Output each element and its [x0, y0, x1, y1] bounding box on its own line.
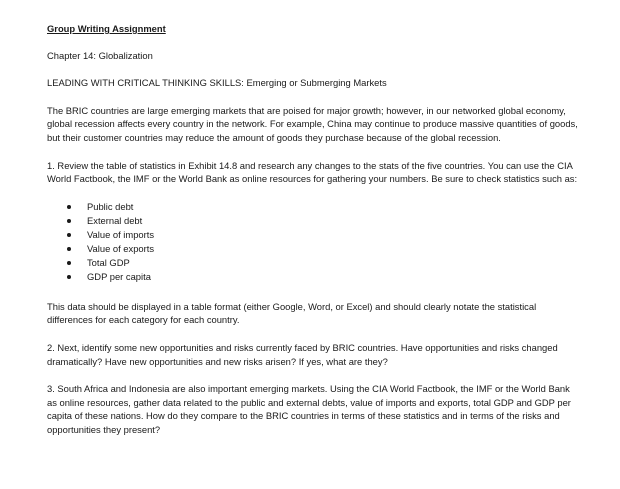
bullet-icon	[67, 233, 71, 237]
bullet-icon	[67, 261, 71, 265]
bullet-icon	[67, 205, 71, 209]
bullet-icon	[67, 219, 71, 223]
list-item: GDP per capita	[47, 270, 582, 284]
list-item: Value of exports	[47, 242, 582, 256]
bullet-icon	[67, 275, 71, 279]
question-3: 3. South Africa and Indonesia are also important emerging markets. Using the CIA World Factbook, the IMF or the World Bank as online resources, gather data related to the public and external debts, value of imports and exports, total GDP and GDP per capita of these nations. How do they compare to the BRIC countries in terms of these statistics and in terms of the risks and opportunities they present?	[47, 383, 571, 435]
statistics-list	[47, 200, 582, 284]
section-heading: LEADING WITH CRITICAL THINKING SKILLS: Emerging or Submerging Markets	[47, 77, 387, 89]
table-note: This data should be displayed in a table format (either Google, Word, or Excel) and should clearly notate the statistical differences for each category for each country.	[47, 300, 537, 326]
document-title: Group Writing Assignment	[47, 23, 166, 34]
list-item: Public debt	[47, 200, 582, 214]
question-2: 2. Next, identify some new opportunities and risks currently faced by BRIC countries. Have opportunities and risks changed dramatically? Have new opportunities and new risks arisen? If yes, what are they?	[47, 341, 558, 367]
bullet-icon	[67, 247, 71, 251]
question-1: 1. Review the table of statistics in Exhibit 14.8 and research any changes to the stats of the five countries. You can use the CIA World Factbook, the IMF or the World Bank as online resources for gathering your numbers. Be sure to check statistics such as:	[47, 159, 578, 185]
intro-paragraph: The BRIC countries are large emerging markets that are poised for major growth; however, in our networked global economy, global recession affects every country in the network. For example, China may continue to produce massive quantities of goods, but their customer countries may reduce the amount of goods they purchase because of the global recession.	[47, 104, 578, 143]
chapter-label: Chapter 14: Globalization	[47, 49, 153, 61]
document-page	[47, 22, 582, 437]
list-item: Total GDP	[47, 256, 582, 270]
list-item: External debt	[47, 214, 582, 228]
list-item: Value of imports	[47, 228, 582, 242]
